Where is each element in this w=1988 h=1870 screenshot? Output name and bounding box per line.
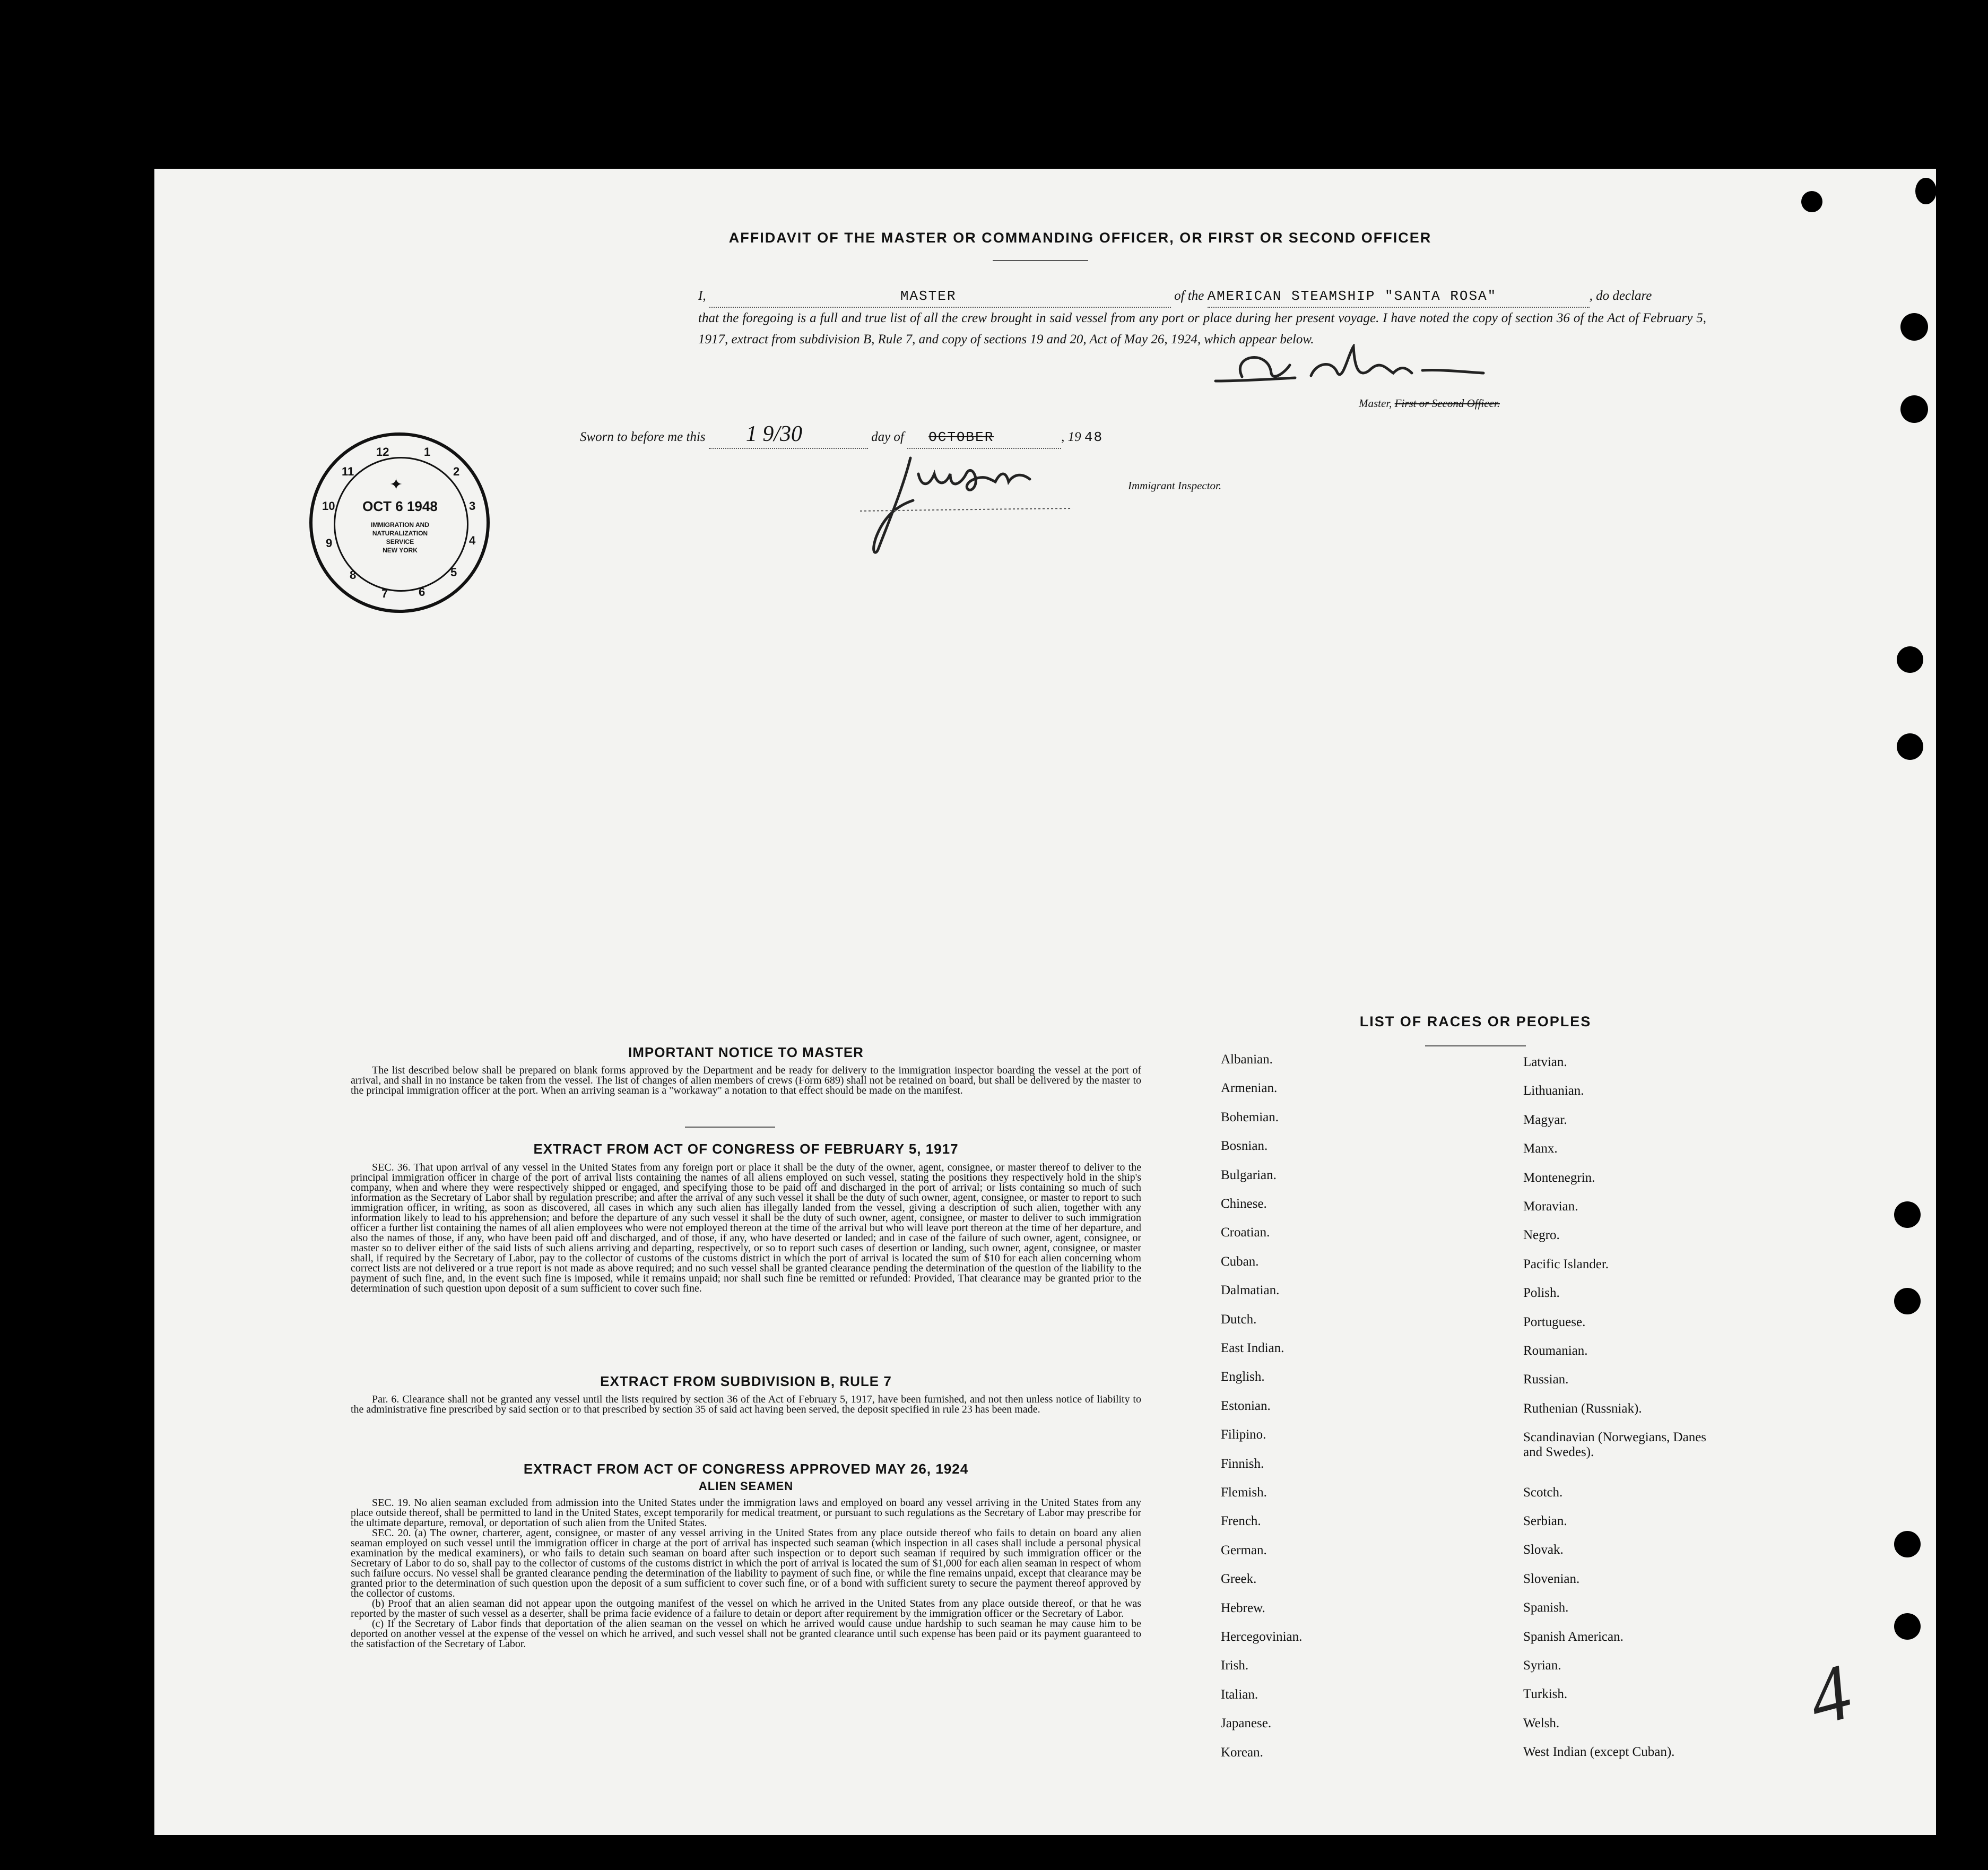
binder-hole: [1900, 395, 1928, 423]
races-title: LIST OF RACES OR PEOPLES: [1359, 1014, 1592, 1029]
race-item: Negro.: [1523, 1228, 1560, 1243]
year-suffix: 48: [1084, 429, 1104, 445]
affidavit-title: AFFIDAVIT OF THE MASTER OR COMMANDING OFFICER, OR FIRST OR SECOND OFFICER: [728, 230, 1432, 246]
race-item: Dalmatian.: [1221, 1283, 1280, 1298]
binder-hole: [1897, 733, 1923, 760]
race-item: Magyar.: [1523, 1112, 1567, 1127]
race-item: German.: [1221, 1543, 1267, 1557]
of-the-label: of the: [1174, 289, 1204, 303]
margin-mark: 4: [1799, 1647, 1861, 1743]
race-item: Croatian.: [1221, 1225, 1270, 1240]
race-item: Cuban.: [1221, 1254, 1259, 1269]
race-item: Russian.: [1523, 1372, 1569, 1387]
race-item: Flemish.: [1221, 1485, 1267, 1500]
race-item: Moravian.: [1523, 1199, 1578, 1214]
race-item: Slovak.: [1523, 1543, 1564, 1557]
extract-1924-subtitle: ALIEN SEAMEN: [698, 1479, 794, 1493]
race-item: Latvian.: [1523, 1055, 1567, 1069]
day-of-label: day of: [871, 430, 904, 444]
race-item: Filipino.: [1221, 1427, 1266, 1442]
sworn-label: Sworn to before me this: [580, 430, 706, 444]
sworn-line: [580, 423, 1588, 449]
binder-hole: [1894, 1531, 1921, 1557]
stamp-date: OCT 6 1948: [362, 498, 438, 514]
sworn-day-field: [709, 423, 868, 449]
i-label: I,: [698, 289, 706, 303]
notice-rule: [685, 1127, 775, 1128]
stamp-text: IMMIGRATION AND NATURALIZATION SERVICE NEW YORK: [371, 521, 429, 554]
binder-hole: [1900, 313, 1928, 341]
master-signature: [1210, 344, 1486, 402]
race-item: French.: [1221, 1514, 1261, 1529]
extract-1924-title: EXTRACT FROM ACT OF CONGRESS APPROVED MAY 26, 1924: [523, 1461, 969, 1477]
binder-hole: [1801, 191, 1822, 212]
race-item: Japanese.: [1221, 1716, 1272, 1731]
race-item: Bulgarian.: [1221, 1167, 1277, 1182]
inspector-signature: [855, 442, 1078, 559]
race-item: Montenegrin.: [1523, 1170, 1595, 1185]
binder-hole: [1915, 178, 1937, 204]
races-rule: [1425, 1045, 1526, 1046]
notice-text: The list described below shall be prepared on blank forms approved by the Department and be ready for delivery to the immigration inspector boarding the vessel at the port of arrival, and shall in no instance be taken from the vessel. The list of changes of alien members of crews (Form 689) shall not be retained on board, but shall be delivered by the master to the principal immigration officer at the port. When an arriving seaman is a "workaway" a notation to that effect should be made on the manifest.: [351, 1064, 1141, 1096]
race-item: Dutch.: [1221, 1312, 1257, 1327]
inspector-caption: Immigrant Inspector.: [1128, 479, 1222, 492]
binder-hole: [1894, 1288, 1921, 1314]
extract-1924-text: SEC. 19. No alien seaman excluded from admission into the United States under the immigration laws and employed on board any vessel arriving in the United States from any place outside thereof, shall be permitted to land in the United States, except temporarily for medical treatment, or pursuant to such regulations as the Secretary of Labor may prescribe for the ultimate departure, removal, or deportation of such alien from the United States. SEC. 20. (a) The owner, charterer, agent, consignee, or master of any vessel arriving in the United States from any place outside thereof who fails to detain on board any alien seaman employed on such vessel until the immigration officer in charge at the port of arrival has inspected such seaman (which inspection in all cases shall include a personal physical examination by the medical examiners), or who fails to detain such seaman on board after such inspection or to deport such seaman if required by such immigration officer or the Secretary of Labor to do so, shall pay to the collector of customs of the customs district in which the port of arrival is located the sum of $1,000 for each alien seaman in respect of whom such failure occurs. No vessel shall be granted clearance pending the determination of the liability to payment of such fine, or while the fine remains unpaid, except that clearance may be granted prior to the determination of such question upon the deposit of a sum sufficient to cover such fine, or of a bond with sufficient surety to secure the payment thereof approved by the collector of customs. (b) Proof that an alien seaman did not appear upon the outgoing manifest of the vessel on which he arrived in the United States from any place outside thereof, or that he was reported by the master of such vessel as a deserter, shall be prima facie evidence of a failure to detain or deport after requirement by the immigration officer or the Secretary of Labor. (c) If the Secretary of Labor finds that deportation of the alien seaman on the vessel on which he arrived would cause undue hardship to such seaman he may cause him to be deported on another vessel at the expense of the vessel on which he arrived, and such vessel shall not be granted clearance until such expense has been paid or its payment guaranteed to the satisfaction of the Secretary of Labor.: [351, 1497, 1141, 1650]
race-item: Greek.: [1221, 1572, 1257, 1587]
race-item: Irish.: [1221, 1658, 1249, 1673]
race-item: Bosnian.: [1221, 1139, 1268, 1154]
race-item: Hercegovinian.: [1221, 1630, 1303, 1644]
do-declare-label: , do declare: [1589, 289, 1652, 303]
race-item: English.: [1221, 1370, 1265, 1384]
year-prefix: , 19: [1061, 430, 1081, 444]
master-caption-plain: Master,: [1359, 397, 1392, 410]
stamp-ring-digits: 1 2 3 4 5 6 7 8 9 10 11 12: [322, 445, 476, 600]
race-item: Bohemian.: [1221, 1110, 1279, 1124]
notice-title: IMPORTANT NOTICE TO MASTER: [628, 1044, 864, 1060]
race-item: Hebrew.: [1221, 1600, 1265, 1615]
master-caption-struck: First or Second Officer.: [1394, 397, 1500, 410]
stamp-eagle-icon: ✦: [389, 476, 403, 494]
race-item: Korean.: [1221, 1745, 1263, 1760]
race-item: Scotch.: [1523, 1485, 1563, 1500]
race-item: Scandinavian (Norwegians, Danes and Swedes).: [1523, 1430, 1707, 1460]
binder-hole: [1894, 1201, 1921, 1228]
rule7-title: EXTRACT FROM SUBDIVISION B, RULE 7: [600, 1373, 892, 1389]
race-item: Manx.: [1523, 1141, 1558, 1156]
vessel-typed: AMERICAN STEAMSHIP "SANTA ROSA": [1207, 288, 1497, 304]
extract-1917-text: SEC. 36. That upon arrival of any vessel in the United States from any foreign port or place it shall be the duty of the owner, agent, consignee, or master thereof to deliver to the principal immigration officer in charge of the port of arrival lists containing the names of all aliens employed on such vessel, stating the positions they respectively hold in the ship's company, when and where they were respectively shipped or engaged, and specifying those to be paid off and discharged in the port of arrival; or lists containing so much of such information as the Secretary of Labor shall by regulation prescribe; and after the arrival of any such vessel it shall be the duty of such owner, agent, consignee, or master to report to such immigration officer, in writing, as soon as discovered, all cases in which any such alien has illegally landed from the vessel, giving a description of such alien, together with any information likely to lead to his apprehension; and before the departure of any such vessel it shall be the duty of such owner, agent, consignee, or master to deliver to such immigration officer a further list containing the names of all alien employees who were not employed thereon at the time of the arrival but who will leave port thereon at the time of her departure, and also the names of those, if any, who have been paid off and discharged, and of those, if any, who have deserted or landed; and in case of the failure of such owner, agent, consignee, or master so to deliver either of the said lists of such aliens arriving and departing, respectively, or so to report such cases of desertion or landing, such owner, agent, consignee, or master shall, if required by the Secretary of Labor, pay to the collector of customs of the customs district in which the port of arrival is located the sum of $10 for each alien concerning whom correct lists are not delivered or a true report is not made as above required; and no such vessel shall be granted clearance pending the determination of the question of the liability to the payment of such fine, and, in the event such fine is imposed, while it remains unpaid; nor shall such fine be remitted or refunded: Provided, That clearance may be granted prior to the determination of such question upon deposit of a sum sufficient to cover such fine.: [351, 1162, 1141, 1294]
race-item: Syrian.: [1523, 1658, 1561, 1673]
race-item: Pacific Islander.: [1523, 1257, 1609, 1271]
officer-field: [709, 285, 1171, 308]
inspection-stamp: [309, 432, 490, 613]
extract-1917-title: EXTRACT FROM ACT OF CONGRESS OF FEBRUARY 5, 1917: [533, 1141, 959, 1157]
race-item: West Indian (except Cuban).: [1523, 1745, 1675, 1760]
master-caption: [1359, 397, 1500, 410]
race-item: Spanish American.: [1523, 1629, 1624, 1644]
race-item: Italian.: [1221, 1687, 1258, 1702]
race-item: Armenian.: [1221, 1081, 1278, 1096]
sworn-day: 1 9/30: [745, 422, 802, 446]
sworn-month: OCTOBER: [928, 429, 994, 445]
race-item: East Indian.: [1221, 1341, 1284, 1355]
binder-hole: [1894, 1613, 1921, 1640]
rule7-text: Par. 6. Clearance shall not be granted any vessel until the lists required by section 36 of the Act of February 5, 1917, have been furnished, and not then unless notice of liability to the administrative fine prescribed by said section or to that prescribed by section 35 of said act having been served, the deposit specified in rule 23 has been made.: [351, 1393, 1141, 1415]
race-item: Welsh.: [1523, 1716, 1560, 1730]
declaration-line-1: [698, 285, 1706, 308]
race-item: Finnish.: [1221, 1456, 1264, 1471]
race-item: Chinese.: [1221, 1197, 1267, 1211]
race-item: Ruthenian (Russniak).: [1523, 1401, 1642, 1416]
document-page: [154, 169, 1936, 1835]
race-item: Roumanian.: [1523, 1344, 1588, 1358]
officer-typed: MASTER: [900, 288, 957, 304]
race-item: Estonian.: [1221, 1398, 1271, 1413]
race-item: Slovenian.: [1523, 1571, 1580, 1586]
declaration-body: that the foregoing is a full and true list of all the crew brought in said vessel from any port or place during her present voyage. I have noted the copy of section 36 of the Act of February 5, 1917, extract from subdivision B, Rule 7, and copy of sections 19 and 20, Act of May 26, 1924, which appear below.: [698, 311, 1706, 347]
race-item: Portuguese.: [1523, 1314, 1586, 1329]
race-item: Lithuanian.: [1523, 1084, 1584, 1098]
title-rule: [993, 260, 1088, 261]
race-item: Albanian.: [1221, 1052, 1273, 1067]
race-item: Turkish.: [1523, 1687, 1568, 1702]
race-item: Polish.: [1523, 1286, 1560, 1301]
race-item: Serbian.: [1523, 1513, 1567, 1528]
race-item: Spanish.: [1523, 1600, 1569, 1615]
binder-hole: [1897, 646, 1923, 673]
vessel-field: [1208, 285, 1590, 308]
